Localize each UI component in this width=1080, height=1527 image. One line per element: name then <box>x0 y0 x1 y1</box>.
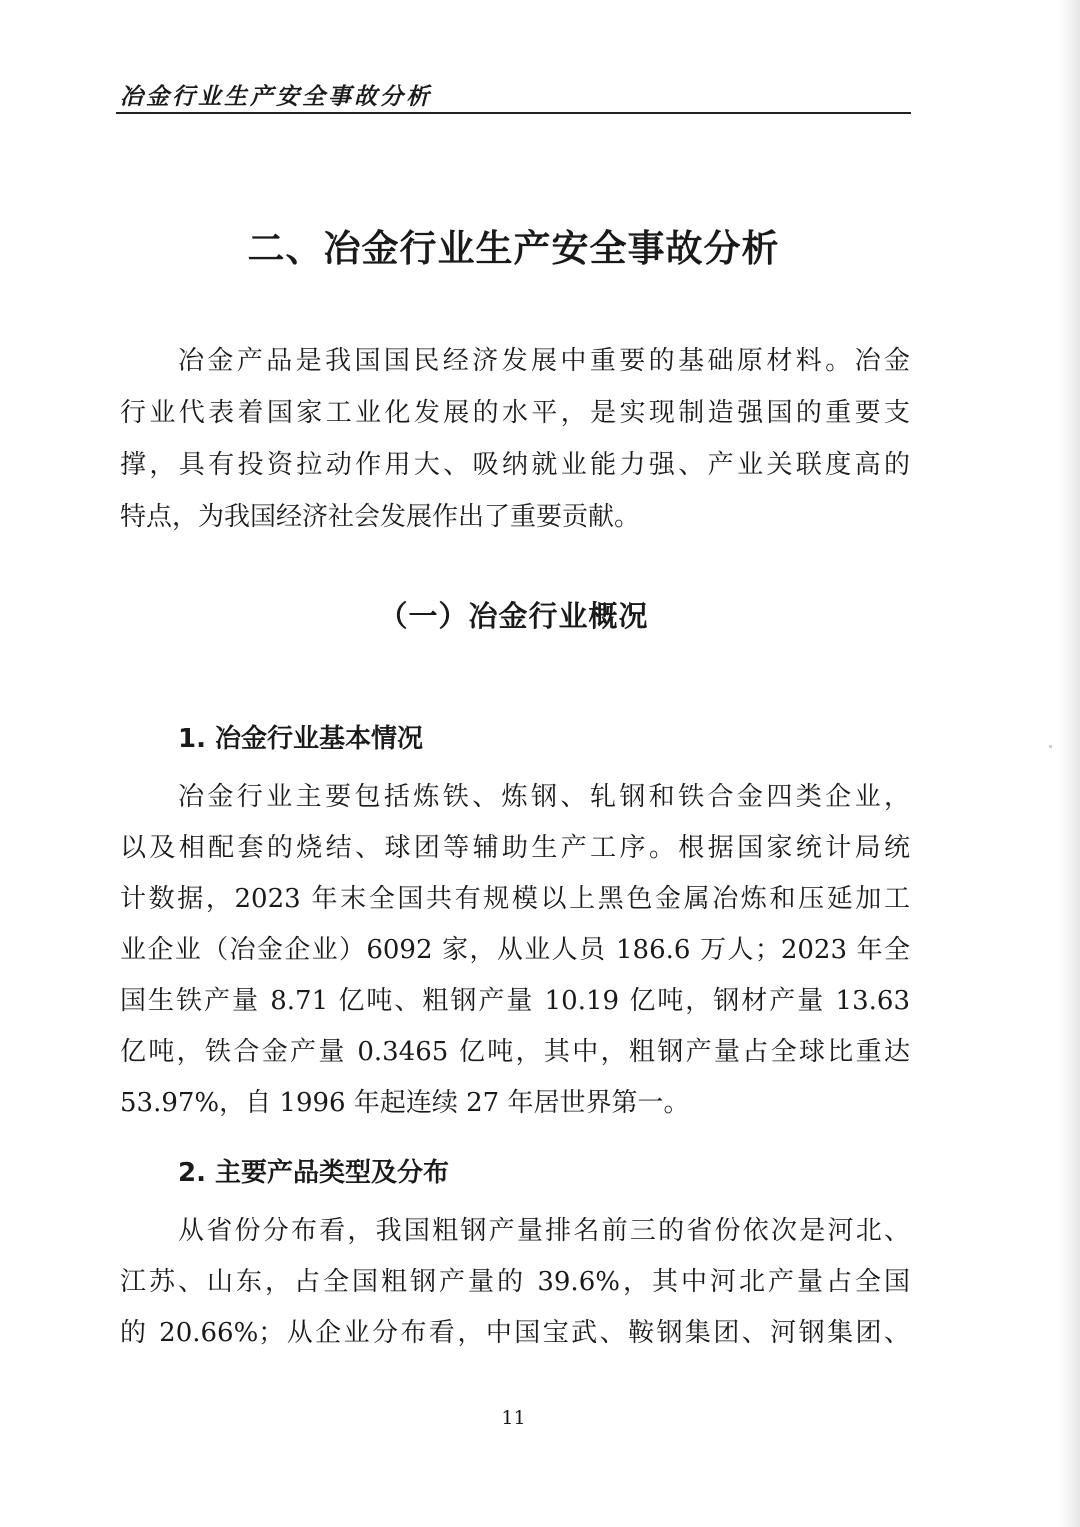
paragraph-line: 亿吨，铁合金产量 0.3465 亿吨，其中，粗钢产量占全球比重达 <box>120 1037 910 1067</box>
paragraph-line: 国生铁产量 8.71 亿吨、粗钢产量 10.19 亿吨，钢材产量 13.63 <box>120 986 910 1016</box>
subsection-heading-products: 2. 主要产品类型及分布 <box>178 1158 450 1188</box>
paragraph-line: 撑，具有投资拉动作用大、吸纳就业能力强、产业关联度高的 <box>120 450 910 480</box>
section-title: （一）冶金行业概况 <box>378 599 649 633</box>
paragraph-line: 53.97%，自 1996 年起连续 27 年居世界第一。 <box>120 1088 690 1118</box>
paragraph-line: 计数据，2023 年末全国共有规模以上黑色金属冶炼和压延加工 <box>120 884 910 914</box>
paragraph-line: 江苏、山东，占全国粗钢产量的 39.6%，其中河北产量占全国 <box>120 1267 910 1297</box>
paragraph-line: 冶金产品是我国国民经济发展中重要的基础原材料。冶金 <box>178 346 910 376</box>
header-rule <box>116 112 911 114</box>
page-number: 11 <box>501 1407 526 1429</box>
page-edge-shadow <box>1058 0 1080 1527</box>
paragraph-line: 以及相配套的烧结、球团等辅助生产工序。根据国家统计局统 <box>120 833 910 863</box>
paragraph-line: 行业代表着国家工业化发展的水平，是实现制造强国的重要支 <box>120 398 910 428</box>
subsection-heading-basic: 1. 冶金行业基本情况 <box>178 724 424 754</box>
chapter-title: 二、冶金行业生产安全事故分析 <box>247 227 780 270</box>
paragraph-line: 业企业（冶金企业）6092 家，从业人员 186.6 万人；2023 年全 <box>120 935 910 965</box>
paragraph-line: 特点，为我国经济社会发展作出了重要贡献。 <box>120 502 641 532</box>
running-header: 冶金行业生产安全事故分析 <box>120 83 432 110</box>
paragraph-line: 从省份分布看，我国粗钢产量排名前三的省份依次是河北、 <box>178 1216 910 1246</box>
paragraph-line: 冶金行业主要包括炼铁、炼钢、轧钢和铁合金四类企业， <box>178 782 910 812</box>
paragraph-line: 的 20.66%；从企业分布看，中国宝武、鞍钢集团、河钢集团、 <box>120 1318 910 1348</box>
scan-mark <box>1049 745 1052 748</box>
